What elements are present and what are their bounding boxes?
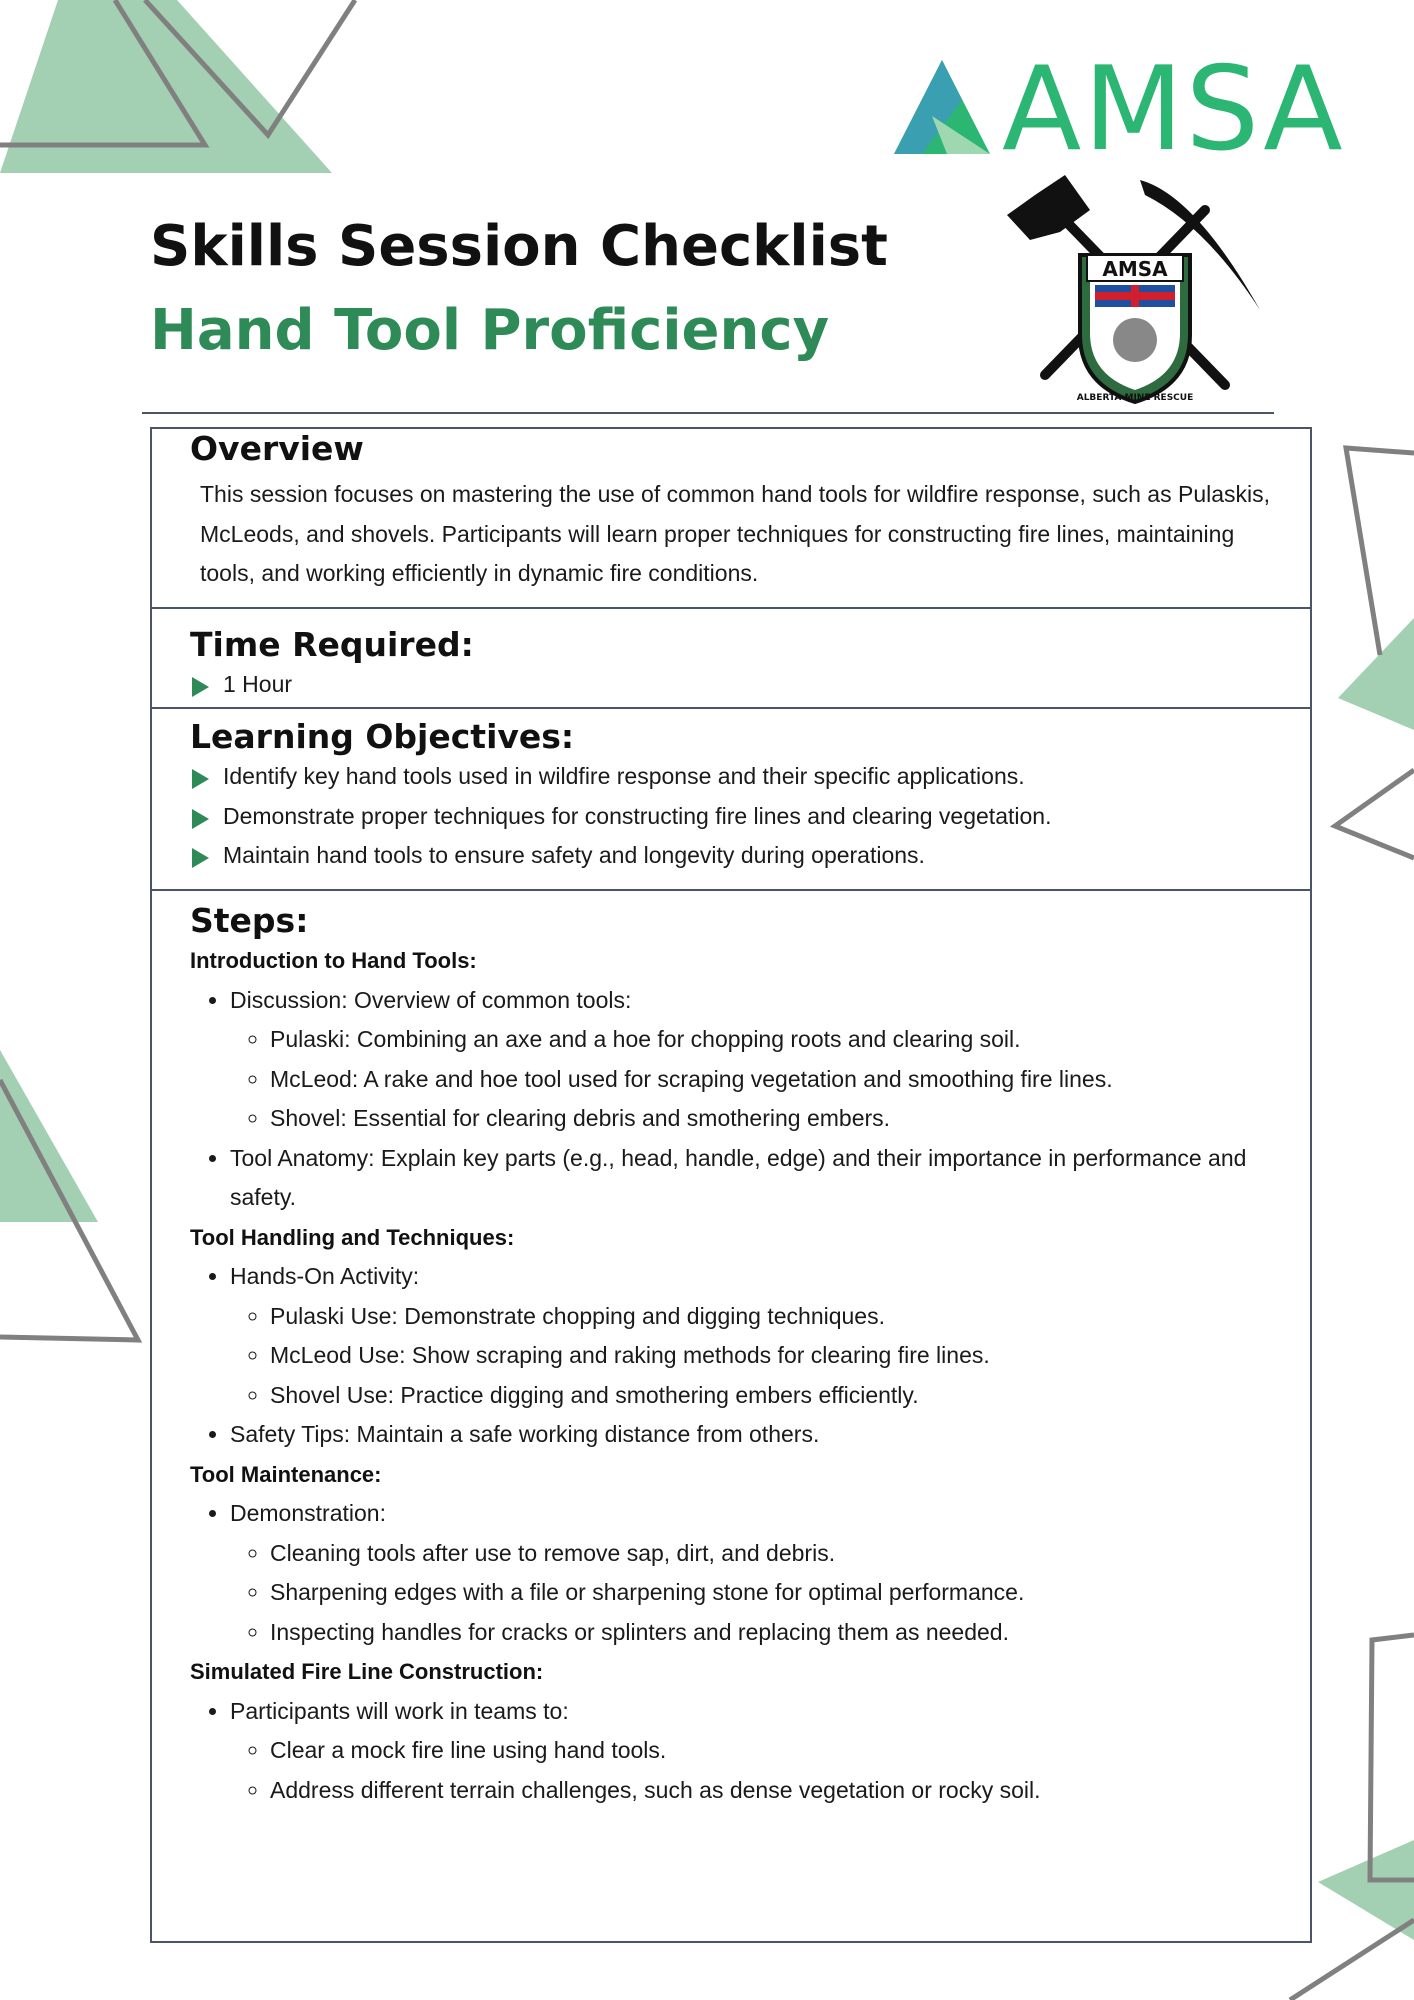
step-group-title: Tool Maintenance: [190, 1461, 382, 1487]
amsa-logo-mark-icon [892, 58, 992, 158]
overview-heading: Overview [190, 429, 364, 468]
list-item: ◦ Pulaski: Combining an axe and a hoe for chopping roots and clearing soil. [270, 1020, 1272, 1060]
list-item: • Safety Tips: Maintain a safe working distance from others. [230, 1415, 1272, 1455]
step-group-title: Tool Handling and Techniques: [190, 1224, 515, 1250]
list-item [190, 836, 1272, 876]
sub-step-list [230, 1020, 1272, 1139]
arrow-bullet-icon [192, 677, 209, 697]
list-item: ◦ Shovel: Essential for clearing debris and smothering embers. [270, 1099, 1272, 1139]
step-list [190, 1494, 1272, 1652]
overview-section [152, 429, 1310, 609]
list-item: • Tool Anatomy: Explain key parts (e.g., head, handle, edge) and their importance in performance and safety. [230, 1139, 1272, 1218]
steps-heading: Steps: [190, 901, 309, 940]
time-value: 1 Hour [223, 671, 293, 697]
list-item [230, 1494, 1272, 1652]
crest-ring-text: ALBERTA MINE RESCUE [1076, 393, 1194, 403]
step-list [190, 1257, 1272, 1455]
list-item [230, 1257, 1272, 1415]
step-text: Discussion: Overview of common tools: [230, 986, 632, 1013]
time-heading: Time Required: [190, 625, 474, 664]
page-subtitle: Hand Tool Proficiency [150, 298, 830, 363]
step-group-title: Introduction to Hand Tools: [190, 948, 477, 973]
amsa-logo [892, 42, 1352, 177]
page-title: Skills Session Checklist [150, 214, 888, 279]
arrow-bullet-icon [192, 848, 209, 868]
list-item [190, 797, 1272, 837]
list-item: ◦ McLeod Use: Show scraping and raking methods for clearing fire lines. [270, 1336, 1272, 1376]
crest-text: AMSA [1102, 257, 1168, 281]
sub-step-list [230, 1731, 1272, 1810]
overview-text: This session focuses on mastering the use of common hand tools for wildfire response, such as Pulaskis, McLeods, and shovels. Participants will learn proper techniques for constructing fire lines, maintaining tools, and working efficiently in dynamic fire conditions. [200, 481, 1271, 586]
list-item: ◦ Pulaski Use: Demonstrate chopping and digging techniques. [270, 1297, 1272, 1337]
list-item: ◦ Shovel Use: Practice digging and smothering embers efficiently. [270, 1376, 1272, 1416]
list-item [190, 665, 1272, 705]
list-item: ◦ McLeod: A rake and hoe tool used for scraping vegetation and smoothing fire lines. [270, 1060, 1272, 1100]
objectives-list [190, 757, 1272, 876]
step-list [190, 1692, 1272, 1811]
step-group-title: Simulated Fire Line Construction: [190, 1659, 544, 1684]
steps-section [152, 891, 1310, 1810]
brand-name: AMSA [1002, 42, 1345, 177]
alberta-mine-rescue-crest [995, 170, 1275, 410]
sub-step-list [230, 1297, 1272, 1416]
list-item [190, 757, 1272, 797]
header-divider [142, 412, 1274, 414]
list-item: ◦ Address different terrain challenges, such as dense vegetation or rocky soil. [270, 1771, 1272, 1811]
list-item: ◦ Cleaning tools after use to remove sap, dirt, and debris. [270, 1534, 1272, 1574]
list-item: ◦ Sharpening edges with a file or sharpening stone for optimal performance. [270, 1573, 1272, 1613]
arrow-bullet-icon [192, 769, 209, 789]
list-item [230, 1692, 1272, 1811]
step-text: Demonstration: [230, 1500, 386, 1526]
sub-step-list [230, 1534, 1272, 1653]
list-item [230, 981, 1272, 1139]
list-item: ◦ Inspecting handles for cracks or splinters and replacing them as needed. [270, 1613, 1272, 1653]
objectives-section [152, 709, 1310, 891]
arrow-bullet-icon [192, 809, 209, 829]
time-list [190, 665, 1272, 705]
objectives-heading: Learning Objectives: [190, 717, 575, 756]
step-list [190, 981, 1272, 1218]
time-section [152, 609, 1310, 709]
checklist-box [150, 427, 1312, 1943]
objective-text: Demonstrate proper techniques for constructing fire lines and clearing vegetation. [223, 802, 1052, 829]
objective-text: Maintain hand tools to ensure safety and longevity during operations. [223, 842, 925, 868]
step-text: Participants will work in teams to: [230, 1697, 569, 1724]
objective-text: Identify key hand tools used in wildfire response and their specific applications. [223, 763, 1025, 789]
step-text: Hands-On Activity: [230, 1263, 420, 1289]
list-item: ◦ Clear a mock fire line using hand tools. [270, 1731, 1272, 1771]
